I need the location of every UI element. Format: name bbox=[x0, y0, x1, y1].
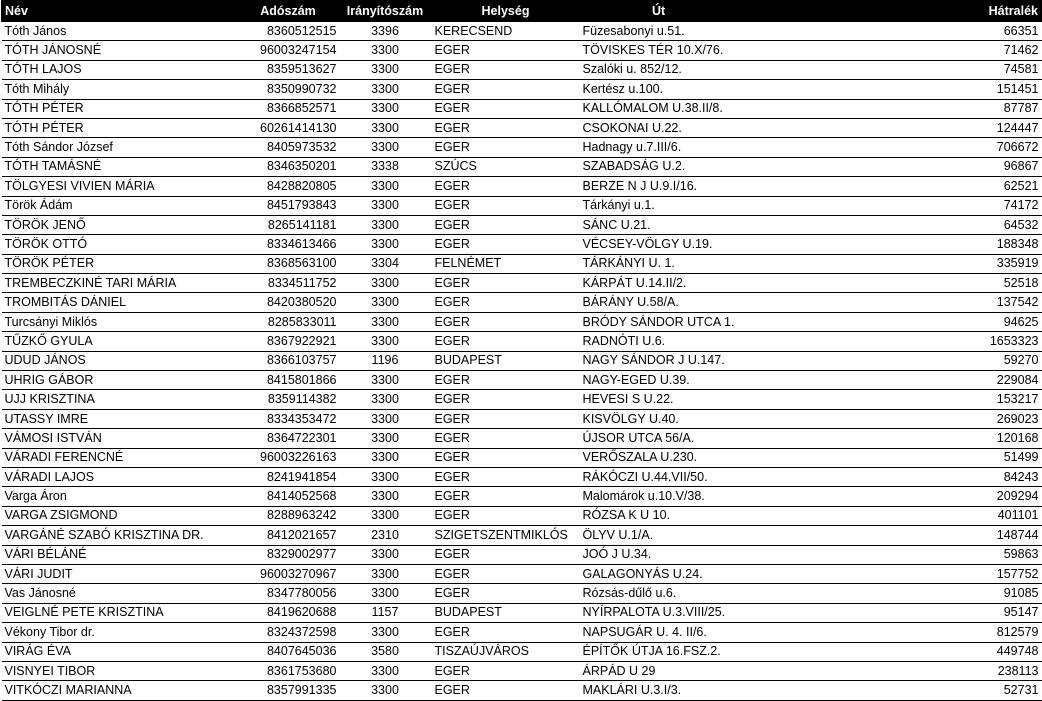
cell-zip: 3304 bbox=[340, 254, 431, 273]
cell-debt: 52731 bbox=[896, 681, 1042, 700]
table-header bbox=[2, 1, 1042, 22]
cell-tax-id: 96003247154 bbox=[237, 41, 340, 60]
cell-name: VÁMOSI ISTVÁN bbox=[2, 429, 237, 448]
cell-zip: 3300 bbox=[340, 545, 431, 564]
header-city: Helység bbox=[431, 1, 580, 22]
cell-tax-id: 8329002977 bbox=[237, 545, 340, 564]
header-row bbox=[2, 1, 1042, 22]
cell-city: EGER bbox=[431, 429, 580, 448]
cell-city: EGER bbox=[431, 584, 580, 603]
table-row bbox=[2, 564, 1042, 583]
cell-tax-id: 8324372598 bbox=[237, 623, 340, 642]
cell-city: EGER bbox=[431, 409, 580, 428]
cell-city: EGER bbox=[431, 80, 580, 99]
cell-tax-id: 8334613466 bbox=[237, 235, 340, 254]
cell-name: VARGA ZSIGMOND bbox=[2, 506, 237, 525]
cell-zip: 3300 bbox=[340, 293, 431, 312]
cell-city: EGER bbox=[431, 332, 580, 351]
cell-name: VÁRI JUDIT bbox=[2, 564, 237, 583]
cell-street: RÁKÓCZI U.44.VII/50. bbox=[580, 467, 896, 486]
table-row bbox=[2, 312, 1042, 331]
table-row bbox=[2, 60, 1042, 79]
cell-city: FELNÉMET bbox=[431, 254, 580, 273]
cell-name: TÖRÖK OTTÓ bbox=[2, 235, 237, 254]
cell-debt: 52518 bbox=[896, 274, 1042, 293]
table-row bbox=[2, 526, 1042, 545]
cell-city: EGER bbox=[431, 60, 580, 79]
cell-debt: 812579 bbox=[896, 623, 1042, 642]
cell-zip: 3300 bbox=[340, 138, 431, 157]
cell-debt: 94625 bbox=[896, 312, 1042, 331]
cell-city: EGER bbox=[431, 564, 580, 583]
cell-name: TÓTH PÉTER bbox=[2, 99, 237, 118]
cell-zip: 3300 bbox=[340, 390, 431, 409]
cell-city: EGER bbox=[431, 487, 580, 506]
cell-street: BERZE N J U.9.I/16. bbox=[580, 177, 896, 196]
cell-tax-id: 8366103757 bbox=[237, 351, 340, 370]
table-row bbox=[2, 642, 1042, 661]
cell-tax-id: 8414052568 bbox=[237, 487, 340, 506]
cell-tax-id: 8241941854 bbox=[237, 467, 340, 486]
cell-tax-id: 96003226163 bbox=[237, 448, 340, 467]
cell-tax-id: 8451793843 bbox=[237, 196, 340, 215]
cell-zip: 3300 bbox=[340, 274, 431, 293]
cell-zip: 2310 bbox=[340, 526, 431, 545]
table-row bbox=[2, 681, 1042, 700]
table-row bbox=[2, 80, 1042, 99]
cell-tax-id: 8428820805 bbox=[237, 177, 340, 196]
table-row bbox=[2, 157, 1042, 176]
table-row bbox=[2, 584, 1042, 603]
cell-name: UHRIG GÁBOR bbox=[2, 371, 237, 390]
cell-debt: 59863 bbox=[896, 545, 1042, 564]
cell-city: KERECSEND bbox=[431, 22, 580, 41]
cell-street: HEVESI S U.22. bbox=[580, 390, 896, 409]
cell-zip: 3300 bbox=[340, 681, 431, 700]
cell-city: EGER bbox=[431, 99, 580, 118]
cell-street: GALAGONYÁS U.24. bbox=[580, 564, 896, 583]
cell-street: JOÓ J U.34. bbox=[580, 545, 896, 564]
cell-city: EGER bbox=[431, 623, 580, 642]
cell-city: EGER bbox=[431, 274, 580, 293]
cell-street: Rózsás-dűlő u.6. bbox=[580, 584, 896, 603]
cell-street: Malomárok u.10.V/38. bbox=[580, 487, 896, 506]
cell-debt: 62521 bbox=[896, 177, 1042, 196]
cell-debt: 706672 bbox=[896, 138, 1042, 157]
table-row bbox=[2, 99, 1042, 118]
cell-tax-id: 60261414130 bbox=[237, 118, 340, 137]
cell-tax-id: 8360512515 bbox=[237, 22, 340, 41]
cell-street: Füzesabonyi u.51. bbox=[580, 22, 896, 41]
cell-tax-id: 8359114382 bbox=[237, 390, 340, 409]
cell-name: TREMBECZKINÉ TARI MÁRIA bbox=[2, 274, 237, 293]
cell-debt: 209294 bbox=[896, 487, 1042, 506]
table-row bbox=[2, 22, 1042, 41]
cell-street: VÉCSEY-VÖLGY U.19. bbox=[580, 235, 896, 254]
table-row bbox=[2, 467, 1042, 486]
table-row bbox=[2, 41, 1042, 60]
cell-zip: 3300 bbox=[340, 60, 431, 79]
table-row bbox=[2, 332, 1042, 351]
cell-zip: 3300 bbox=[340, 41, 431, 60]
cell-name: UDUD JÁNOS bbox=[2, 351, 237, 370]
cell-city: EGER bbox=[431, 235, 580, 254]
cell-debt: 151451 bbox=[896, 80, 1042, 99]
cell-street: ÚJSOR UTCA 56/A. bbox=[580, 429, 896, 448]
table-row bbox=[2, 254, 1042, 273]
cell-name: UTASSY IMRE bbox=[2, 409, 237, 428]
cell-city: EGER bbox=[431, 661, 580, 680]
cell-name: Varga Áron bbox=[2, 487, 237, 506]
cell-debt: 148744 bbox=[896, 526, 1042, 545]
table-row bbox=[2, 661, 1042, 680]
header-tax-id: Adószám bbox=[237, 1, 340, 22]
cell-tax-id: 8334511752 bbox=[237, 274, 340, 293]
cell-city: EGER bbox=[431, 467, 580, 486]
cell-zip: 3300 bbox=[340, 661, 431, 680]
cell-name: Török Ádám bbox=[2, 196, 237, 215]
cell-tax-id: 8405973532 bbox=[237, 138, 340, 157]
cell-city: SZIGETSZENTMIKLÓS bbox=[431, 526, 580, 545]
cell-debt: 95147 bbox=[896, 603, 1042, 622]
cell-tax-id: 8368563100 bbox=[237, 254, 340, 273]
cell-name: Vas Jánosné bbox=[2, 584, 237, 603]
cell-tax-id: 8347780056 bbox=[237, 584, 340, 603]
cell-zip: 3338 bbox=[340, 157, 431, 176]
cell-debt: 74172 bbox=[896, 196, 1042, 215]
cell-debt: 188348 bbox=[896, 235, 1042, 254]
cell-tax-id: 8361753680 bbox=[237, 661, 340, 680]
cell-debt: 401101 bbox=[896, 506, 1042, 525]
cell-debt: 84243 bbox=[896, 467, 1042, 486]
cell-street: RADNÓTI U.6. bbox=[580, 332, 896, 351]
cell-street: MAKLÁRI U.3.I/3. bbox=[580, 681, 896, 700]
cell-name: VITKÓCZI MARIANNA bbox=[2, 681, 237, 700]
table-row bbox=[2, 390, 1042, 409]
cell-tax-id: 8334353472 bbox=[237, 409, 340, 428]
debtor-table bbox=[1, 0, 1042, 701]
cell-city: EGER bbox=[431, 545, 580, 564]
cell-debt: 91085 bbox=[896, 584, 1042, 603]
cell-zip: 3300 bbox=[340, 448, 431, 467]
cell-debt: 269023 bbox=[896, 409, 1042, 428]
cell-city: EGER bbox=[431, 681, 580, 700]
cell-street: Hadnagy u.7.III/6. bbox=[580, 138, 896, 157]
cell-street: BRÓDY SÁNDOR UTCA 1. bbox=[580, 312, 896, 331]
cell-tax-id: 8412021657 bbox=[237, 526, 340, 545]
cell-street: NAGY-EGED U.39. bbox=[580, 371, 896, 390]
cell-name: VARGÁNÉ SZABÓ KRISZTINA DR. bbox=[2, 526, 237, 545]
cell-name: TÖLGYESI VIVIEN MÁRIA bbox=[2, 177, 237, 196]
table-row bbox=[2, 409, 1042, 428]
cell-city: EGER bbox=[431, 215, 580, 234]
cell-tax-id: 8350990732 bbox=[237, 80, 340, 99]
cell-city: BUDAPEST bbox=[431, 603, 580, 622]
cell-zip: 3300 bbox=[340, 506, 431, 525]
cell-zip: 3300 bbox=[340, 409, 431, 428]
cell-street: RÓZSA K U 10. bbox=[580, 506, 896, 525]
cell-debt: 153217 bbox=[896, 390, 1042, 409]
table-row bbox=[2, 138, 1042, 157]
cell-debt: 66351 bbox=[896, 22, 1042, 41]
cell-name: VÁRI BÉLÁNÉ bbox=[2, 545, 237, 564]
cell-zip: 3300 bbox=[340, 215, 431, 234]
table-row bbox=[2, 545, 1042, 564]
cell-debt: 238113 bbox=[896, 661, 1042, 680]
cell-street: KISVÖLGY U.40. bbox=[580, 409, 896, 428]
table-body bbox=[2, 22, 1042, 701]
cell-tax-id: 8357991335 bbox=[237, 681, 340, 700]
header-street: Út bbox=[580, 1, 896, 22]
cell-zip: 3300 bbox=[340, 623, 431, 642]
cell-street: CSOKONAI U.22. bbox=[580, 118, 896, 137]
cell-tax-id: 8265141181 bbox=[237, 215, 340, 234]
table-row bbox=[2, 603, 1042, 622]
table-row bbox=[2, 274, 1042, 293]
cell-city: TISZAÚJVÁROS bbox=[431, 642, 580, 661]
cell-debt: 120168 bbox=[896, 429, 1042, 448]
cell-name: VÁRADI FERENCNÉ bbox=[2, 448, 237, 467]
cell-name: TÓTH LAJOS bbox=[2, 60, 237, 79]
table-row bbox=[2, 196, 1042, 215]
cell-debt: 71462 bbox=[896, 41, 1042, 60]
cell-debt: 51499 bbox=[896, 448, 1042, 467]
cell-name: Tóth Sándor József bbox=[2, 138, 237, 157]
cell-zip: 3300 bbox=[340, 467, 431, 486]
cell-tax-id: 8419620688 bbox=[237, 603, 340, 622]
header-debt: Hátralék bbox=[896, 1, 1042, 22]
cell-tax-id: 8420380520 bbox=[237, 293, 340, 312]
cell-name: Tóth János bbox=[2, 22, 237, 41]
cell-name: VISNYEI TIBOR bbox=[2, 661, 237, 680]
cell-zip: 3300 bbox=[340, 584, 431, 603]
cell-debt: 87787 bbox=[896, 99, 1042, 118]
cell-zip: 3300 bbox=[340, 312, 431, 331]
cell-city: EGER bbox=[431, 118, 580, 137]
cell-debt: 335919 bbox=[896, 254, 1042, 273]
cell-tax-id: 8407645036 bbox=[237, 642, 340, 661]
cell-zip: 3300 bbox=[340, 99, 431, 118]
cell-city: EGER bbox=[431, 506, 580, 525]
cell-tax-id: 8415801866 bbox=[237, 371, 340, 390]
cell-name: TÖRÖK JENŐ bbox=[2, 215, 237, 234]
cell-zip: 3300 bbox=[340, 332, 431, 351]
cell-name: TROMBITÁS DÁNIEL bbox=[2, 293, 237, 312]
cell-zip: 3580 bbox=[340, 642, 431, 661]
table-row bbox=[2, 448, 1042, 467]
cell-zip: 3300 bbox=[340, 118, 431, 137]
cell-tax-id: 8364722301 bbox=[237, 429, 340, 448]
cell-street: KÁRPÁT U.14.II/2. bbox=[580, 274, 896, 293]
cell-zip: 3300 bbox=[340, 429, 431, 448]
cell-tax-id: 8367922921 bbox=[237, 332, 340, 351]
cell-tax-id: 8359513627 bbox=[237, 60, 340, 79]
table-row bbox=[2, 623, 1042, 642]
cell-street: ÁRPÁD U 29 bbox=[580, 661, 896, 680]
cell-street: ÖLYV U.1/A. bbox=[580, 526, 896, 545]
cell-city: BUDAPEST bbox=[431, 351, 580, 370]
table-row bbox=[2, 293, 1042, 312]
table-row bbox=[2, 506, 1042, 525]
cell-street: SÁNC U.21. bbox=[580, 215, 896, 234]
cell-city: EGER bbox=[431, 41, 580, 60]
table-row bbox=[2, 371, 1042, 390]
cell-debt: 74581 bbox=[896, 60, 1042, 79]
cell-name: TÓTH TAMÁSNÉ bbox=[2, 157, 237, 176]
cell-city: EGER bbox=[431, 177, 580, 196]
cell-name: VEIGLNÉ PETE KRISZTINA bbox=[2, 603, 237, 622]
header-name: Név bbox=[2, 1, 237, 22]
cell-street: KALLÓMALOM U.38.II/8. bbox=[580, 99, 896, 118]
cell-street: NAPSUGÁR U. 4. II/6. bbox=[580, 623, 896, 642]
cell-debt: 64532 bbox=[896, 215, 1042, 234]
cell-debt: 229084 bbox=[896, 371, 1042, 390]
cell-debt: 449748 bbox=[896, 642, 1042, 661]
cell-name: Tóth Mihály bbox=[2, 80, 237, 99]
cell-street: Szalóki u. 852/12. bbox=[580, 60, 896, 79]
cell-name: VÁRADI LAJOS bbox=[2, 467, 237, 486]
cell-city: SZÚCS bbox=[431, 157, 580, 176]
cell-debt: 59270 bbox=[896, 351, 1042, 370]
cell-city: EGER bbox=[431, 448, 580, 467]
cell-name: VIRÁG ÉVA bbox=[2, 642, 237, 661]
cell-zip: 3300 bbox=[340, 80, 431, 99]
cell-street: TÁRKÁNYI U. 1. bbox=[580, 254, 896, 273]
cell-street: ÉPÍTŐK ÚTJA 16.FSZ.2. bbox=[580, 642, 896, 661]
cell-name: UJJ KRISZTINA bbox=[2, 390, 237, 409]
cell-street: NYÍRPALOTA U.3.VIII/25. bbox=[580, 603, 896, 622]
cell-tax-id: 8288963242 bbox=[237, 506, 340, 525]
cell-zip: 3300 bbox=[340, 564, 431, 583]
cell-street: NAGY SÁNDOR J U.147. bbox=[580, 351, 896, 370]
cell-debt: 96867 bbox=[896, 157, 1042, 176]
cell-name: Turcsányi Miklós bbox=[2, 312, 237, 331]
cell-street: BÁRÁNY U.58/A. bbox=[580, 293, 896, 312]
cell-city: EGER bbox=[431, 138, 580, 157]
cell-city: EGER bbox=[431, 390, 580, 409]
cell-city: EGER bbox=[431, 312, 580, 331]
cell-street: Kertész u.100. bbox=[580, 80, 896, 99]
cell-zip: 3300 bbox=[340, 235, 431, 254]
table-row bbox=[2, 235, 1042, 254]
cell-debt: 157752 bbox=[896, 564, 1042, 583]
cell-zip: 1157 bbox=[340, 603, 431, 622]
cell-name: TÖRÖK PÉTER bbox=[2, 254, 237, 273]
cell-zip: 3396 bbox=[340, 22, 431, 41]
cell-zip: 3300 bbox=[340, 487, 431, 506]
cell-name: TŰZKŐ GYULA bbox=[2, 332, 237, 351]
cell-name: TÓTH JÁNOSNÉ bbox=[2, 41, 237, 60]
cell-street: Tárkányi u.1. bbox=[580, 196, 896, 215]
cell-zip: 3300 bbox=[340, 371, 431, 390]
table-row bbox=[2, 177, 1042, 196]
cell-street: VERŐSZALA U.230. bbox=[580, 448, 896, 467]
table-row bbox=[2, 215, 1042, 234]
cell-tax-id: 96003270967 bbox=[237, 564, 340, 583]
table-row bbox=[2, 118, 1042, 137]
cell-zip: 3300 bbox=[340, 196, 431, 215]
cell-tax-id: 8285833011 bbox=[237, 312, 340, 331]
cell-name: TÓTH PÉTER bbox=[2, 118, 237, 137]
cell-debt: 1653323 bbox=[896, 332, 1042, 351]
cell-city: EGER bbox=[431, 371, 580, 390]
table-row bbox=[2, 487, 1042, 506]
table-row bbox=[2, 351, 1042, 370]
cell-street: TÖVISKES TÉR 10.X/76. bbox=[580, 41, 896, 60]
cell-city: EGER bbox=[431, 196, 580, 215]
cell-tax-id: 8346350201 bbox=[237, 157, 340, 176]
cell-debt: 124447 bbox=[896, 118, 1042, 137]
cell-zip: 3300 bbox=[340, 177, 431, 196]
header-zip: Irányítószám bbox=[340, 1, 431, 22]
cell-tax-id: 8366852571 bbox=[237, 99, 340, 118]
cell-debt: 137542 bbox=[896, 293, 1042, 312]
table-row bbox=[2, 429, 1042, 448]
cell-street: SZABADSÁG U.2. bbox=[580, 157, 896, 176]
cell-city: EGER bbox=[431, 293, 580, 312]
cell-name: Vékony Tibor dr. bbox=[2, 623, 237, 642]
cell-zip: 1196 bbox=[340, 351, 431, 370]
